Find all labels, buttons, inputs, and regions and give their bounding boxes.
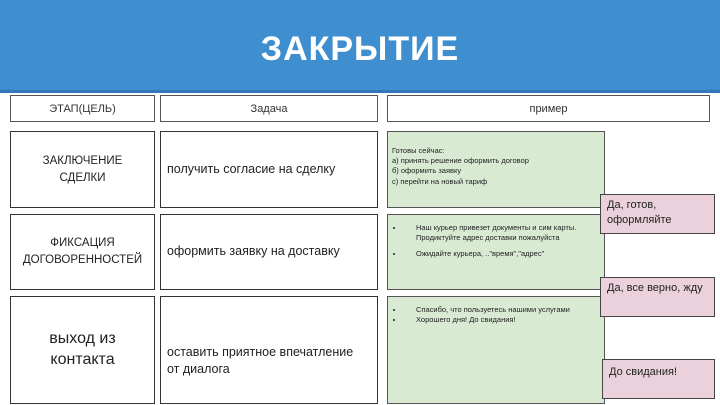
list-item: • Наш курьер привезет документы и сим карты. Продиктуйте адрес доставки пожалуйста bbox=[404, 223, 600, 243]
stage-cell-fixation bbox=[10, 214, 155, 290]
example-cell-exit bbox=[387, 296, 605, 404]
slide-title: ЗАКРЫТИЕ bbox=[260, 30, 460, 68]
response-bubble-ready bbox=[600, 194, 715, 234]
header-example-label: пример bbox=[529, 102, 568, 115]
response-text-goodbye: До свидания! bbox=[609, 366, 678, 378]
task-label-exit: оставить приятное впечатление от диалога bbox=[167, 344, 354, 376]
task-cell-fixation bbox=[160, 214, 378, 290]
stage-label-deal: ЗАКЛЮЧЕНИЕ СДЕЛКИ bbox=[42, 154, 123, 184]
response-bubble-confirm bbox=[600, 277, 715, 317]
example-cell-deal bbox=[387, 131, 605, 208]
task-label-fixation: оформить заявку на доставку bbox=[167, 244, 340, 259]
example-cell-fixation bbox=[387, 214, 605, 290]
response-text-confirm: Да, все верно, жду bbox=[607, 282, 703, 294]
example-list-exit bbox=[392, 305, 600, 325]
task-cell-deal bbox=[160, 131, 378, 208]
header-example bbox=[387, 95, 710, 122]
example-text-deal: Готовы сейчас: а) принять решение оформить договор б) оформить заявку с) перейти на новый тариф bbox=[392, 146, 529, 186]
list-item: • Ожидайте курьера, .."время","адрес" bbox=[404, 249, 600, 259]
response-text-ready: Да, готов, оформляйте bbox=[607, 199, 672, 226]
stage-cell-deal bbox=[10, 131, 155, 208]
stage-label-exit: выход из контакта bbox=[49, 330, 116, 368]
header-task-label: Задача bbox=[250, 102, 288, 115]
example-list-fixation bbox=[392, 223, 600, 259]
header-stage bbox=[10, 95, 155, 122]
task-cell-exit bbox=[160, 296, 378, 404]
list-item: • Хорошего дня! До свидания! bbox=[404, 315, 600, 325]
list-item: • Спасибо, что пользуетесь нашими услугами bbox=[404, 305, 600, 315]
stage-label-fixation: ФИКСАЦИЯ ДОГОВОРЕННОСТЕЙ bbox=[22, 237, 143, 266]
stage-cell-exit bbox=[10, 296, 155, 404]
task-label-deal: получить согласие на сделку bbox=[167, 161, 336, 176]
header-task bbox=[160, 95, 378, 122]
response-bubble-goodbye bbox=[602, 359, 715, 399]
header-stage-label: ЭТАП(ЦЕЛЬ) bbox=[49, 102, 116, 115]
